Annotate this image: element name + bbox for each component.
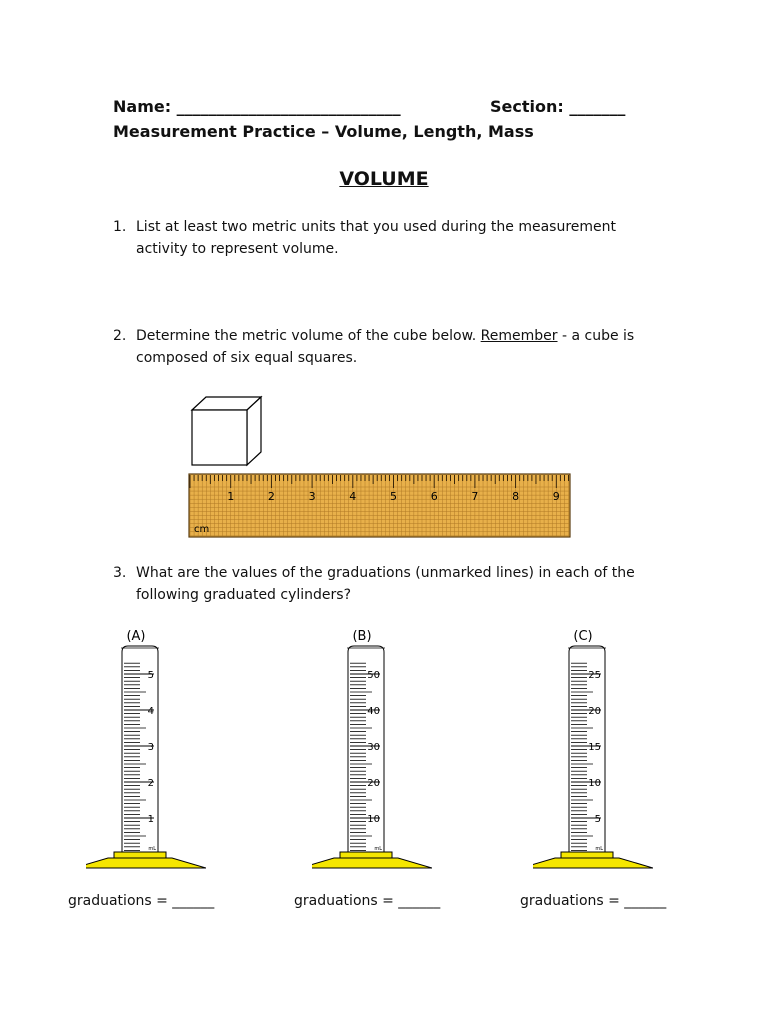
graduation-label: 5 [147,670,154,681]
cylinder-label: (A) [126,629,146,644]
question-number: 3. [113,565,127,581]
question-number: 1. [113,219,127,235]
ruler-number: 2 [267,490,275,503]
cube-drawing [188,394,268,470]
ruler-number: 8 [512,490,520,503]
ruler-number: 7 [471,490,479,503]
cylinder-unit: mL [148,846,156,852]
graduation-label: 20 [367,778,380,789]
section-title: VOLUME [339,168,429,190]
graduation-label: 50 [367,670,380,681]
cylinder-base-foot [86,858,206,868]
graduation-label: 5 [594,814,601,825]
question-text: What are the values of the graduations (unmarked lines) in each of the following graduated cylinders? [136,565,635,603]
graduated-cylinder-b [312,624,432,874]
centimeter-ruler [188,473,572,541]
graduated-cylinder-a [86,624,206,874]
graduated-cylinder-c [533,624,653,874]
worksheet-subtitle: Measurement Practice – Volume, Length, Mass [113,122,534,141]
cylinder-base-collar [340,852,392,858]
ruler-number: 9 [552,490,560,503]
cylinder-base-collar [114,852,166,858]
section-line: Section: _______ [490,97,626,116]
ruler-number: 6 [430,490,438,503]
cylinder-base-foot [312,858,432,868]
graduation-label: 20 [588,706,601,717]
question-number: 2. [113,328,127,344]
graduation-label: 3 [147,742,154,753]
question-text [136,325,636,369]
cylinder-label: (C) [573,629,593,644]
question-text-part: Determine the metric volume of the cube below. [136,328,481,344]
graduation-label: 25 [588,670,601,681]
ruler-unit: cm [194,524,210,535]
graduation-label: 2 [147,778,154,789]
graduation-label: 10 [588,778,601,789]
graduation-label: 15 [588,742,601,753]
cylinder-base-collar [561,852,613,858]
cylinder-label: (B) [352,629,372,644]
graduation-label: 1 [147,814,154,825]
name-line: Name: ____________________________ [113,97,401,116]
answer-b: graduations = ______ [294,893,441,909]
question-text: List at least two metric units that you used during the measurement activity to represent volume. [136,219,616,257]
ruler-number: 4 [349,490,357,503]
graduation-label: 40 [367,706,380,717]
answer-a: graduations = ______ [68,893,215,909]
ruler-number: 3 [308,490,316,503]
cylinder-base-foot [533,858,653,868]
cylinder-unit: mL [374,846,382,852]
cylinder-unit: mL [595,846,603,852]
graduation-label: 30 [367,742,380,753]
answer-c: graduations = ______ [520,893,667,909]
ruler-number: 1 [227,490,235,503]
ruler-number: 5 [390,490,397,503]
graduation-label: 10 [367,814,380,825]
emphasis-text: Remember [480,328,558,344]
question-text-part: - a cube is composed of six equal squares. [136,328,635,366]
graduation-label: 4 [147,706,154,717]
